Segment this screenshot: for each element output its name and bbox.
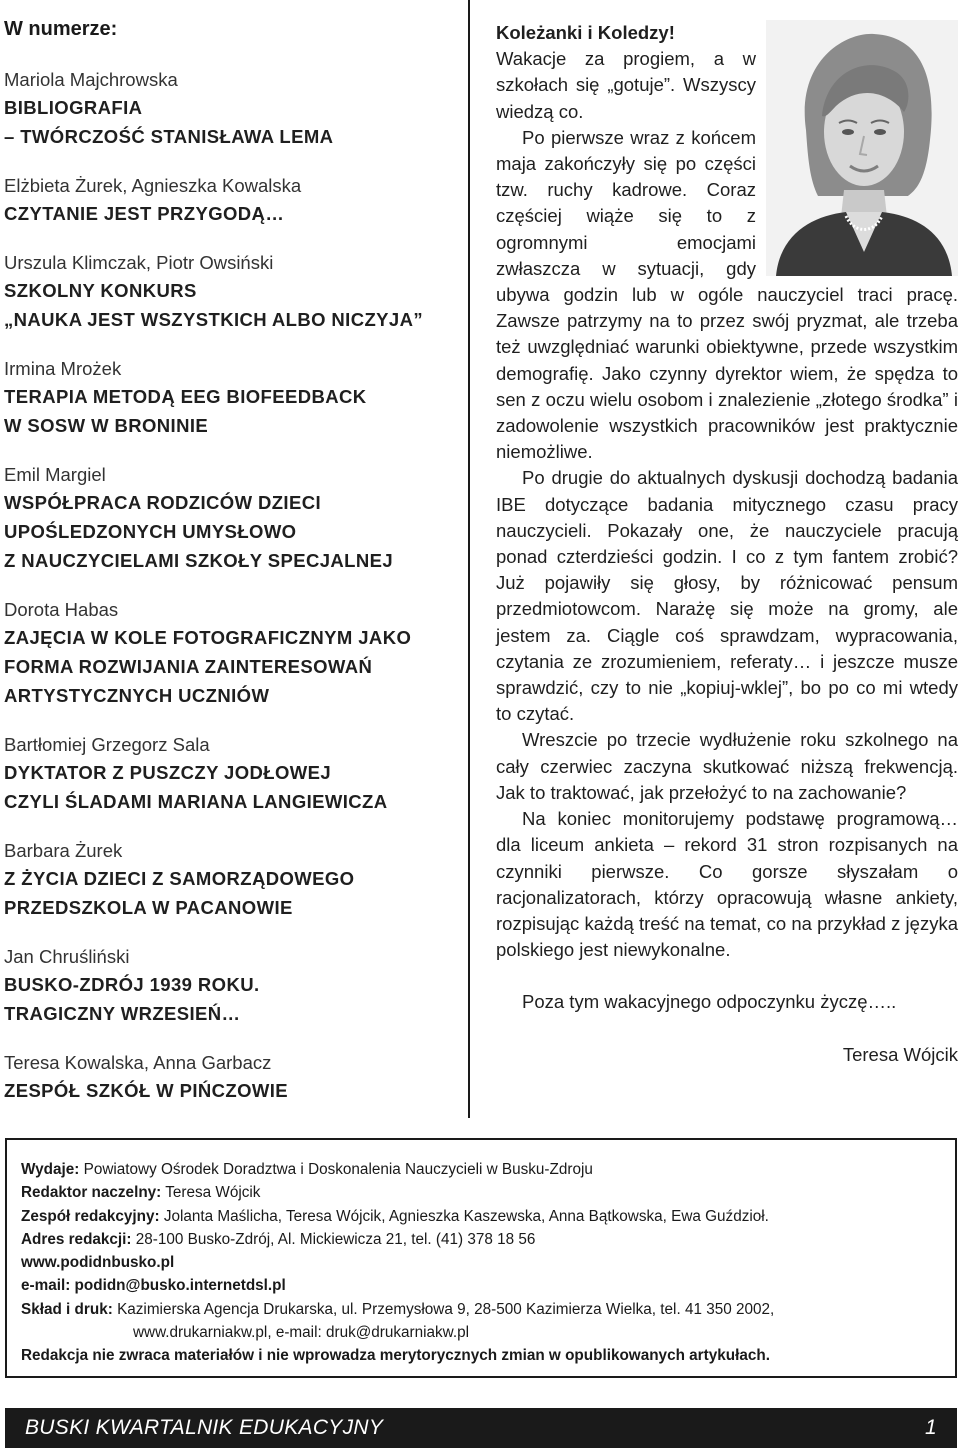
editorial-signature: Teresa Wójcik	[842, 1043, 958, 1065]
imprint-editor	[21, 1181, 955, 1204]
toc-item[interactable]	[4, 597, 468, 710]
toc-author: Emil Margiel	[4, 464, 106, 485]
editorial-paragraph: Na koniec monitorujemy podstawę programową… dla liceum ankieta – rekord 31 stron rozpisanych na czynniki pierwsze. Co gorsze słyszałam o racjonalizatorach, którzy opracowują własne ankiety, rozpisując każdą treść na temat, co na przykład z języka polskiego jest niewykonalne.	[496, 808, 958, 961]
imprint-value: Powiatowy Ośrodek Doradztwa i Doskonalenia Nauczycieli w Busku-Zdroju	[83, 1161, 593, 1178]
toc-item[interactable]	[4, 356, 468, 440]
toc-item[interactable]	[4, 1050, 468, 1105]
toc-item[interactable]	[4, 838, 468, 922]
website-link[interactable]: www.podidnbusko.pl	[21, 1254, 175, 1272]
imprint-box	[5, 1138, 957, 1378]
editorial-paragraph: Po pierwsze wraz z końcem maja zakończyły się po części tzw. ruchy kadrowe. Coraz częściej wiąże się to z ogromnymi emocjami zwłaszcza w sytuacji, gdy ubywa godzin lub w ogóle nauczyciel traci pracę. Zawsze patrzymy na to przez swój pryzmat, ale trzeba też uwzględniać warunki obiektywne, przede wszystkim demografię. Jako czynny dyrektor wiem, że spędza to sen z oczu wielu osobom i znalezienie „złotego środka” i zadowolenie wszystkich pracowników jest praktycznie niemożliwe.	[496, 126, 958, 463]
imprint-disclaimer	[21, 1344, 955, 1367]
editorial-closing: Poza tym wakacyjnego odpoczynku życzę…..	[522, 991, 897, 1013]
imprint-print	[21, 1298, 955, 1321]
toc-title: SZKOLNY KONKURS „NAUKA JEST WSZYSTKICH ALBO NICZYJA”	[4, 280, 424, 330]
imprint-publisher	[21, 1158, 955, 1181]
page-number: 1	[925, 1416, 937, 1439]
editorial-paragraph: Wakacje za progiem, a w szkołach się „gotuje”. Wszyscy wiedzą co.	[496, 48, 756, 122]
toc-author: Irmina Mrożek	[4, 358, 122, 379]
toc-author: Barbara Żurek	[4, 840, 123, 861]
toc-author: Mariola Majchrowska	[4, 69, 178, 90]
toc-heading: W numerze:	[4, 18, 118, 40]
toc-title: BUSKO-ZDRÓJ 1939 ROKU. TRAGICZNY WRZESIEŃ…	[4, 974, 260, 1024]
toc-author: Dorota Habas	[4, 599, 119, 620]
email-link[interactable]: e-mail: podidn@busko.internetdsl.pl	[21, 1277, 286, 1295]
imprint-label: Redaktor naczelny:	[21, 1184, 162, 1202]
portrait-photo	[766, 20, 958, 276]
editorial-greeting: Koleżanki i Koledzy!	[496, 22, 675, 43]
imprint-label: Skład i druk:	[21, 1300, 113, 1318]
toc-author: Teresa Kowalska, Anna Garbacz	[4, 1052, 272, 1073]
editorial-paragraph: Wreszcie po trzecie wydłużenie roku szkolnego na cały czerwiec zaczyna skutkować niższą frekwencją. Jak to traktować, jak przełożyć to na zachowanie?	[496, 729, 958, 803]
journal-title: BUSKI KWARTALNIK EDUKACYJNY	[25, 1416, 384, 1439]
imprint-value: Teresa Wójcik	[165, 1184, 261, 1202]
toc-item[interactable]	[4, 732, 468, 816]
toc-author: Bartłomiej Grzegorz Sala	[4, 734, 210, 755]
imprint-value: Kazimierska Agencja Drukarska, ul. Przemysłowa 9, 28-500 Kazimierza Wielka, tel. 41 350 2002,	[117, 1300, 775, 1318]
toc-item[interactable]	[4, 462, 468, 575]
imprint-label: Wydaje:	[21, 1161, 80, 1178]
toc-item[interactable]	[4, 173, 468, 228]
imprint-website[interactable]	[21, 1251, 955, 1274]
toc-item[interactable]	[4, 250, 468, 334]
disclaimer-text: Redakcja nie zwraca materiałów i nie wprowadza merytorycznych zmian w opublikowanych artykułach.	[21, 1347, 770, 1365]
table-of-contents	[0, 0, 470, 1118]
toc-title: DYKTATOR Z PUSZCZY JODŁOWEJ CZYLI ŚLADAMI MARIANA LANGIEWICZA	[4, 762, 388, 812]
toc-title: Z ŻYCIA DZIECI Z SAMORZĄDOWEGO PRZEDSZKOLA W PACANOWIE	[4, 868, 355, 918]
toc-title: ZAJĘCIA W KOLE FOTOGRAFICZNYM JAKO FORMA ROZWIJANIA ZAINTERESOWAŃ ARTYSTYCZNYCH UCZNIÓW	[4, 627, 412, 706]
toc-author: Elżbieta Żurek, Agnieszka Kowalska	[4, 175, 302, 196]
toc-title: CZYTANIE JEST PRZYGODĄ…	[4, 203, 285, 224]
imprint-label: Adres redakcji:	[21, 1230, 132, 1248]
editorial	[496, 20, 958, 1068]
imprint-label: Zespół redakcyjny:	[21, 1207, 160, 1225]
portrait-image	[766, 20, 958, 276]
footer-bar	[5, 1408, 957, 1448]
imprint-value: 28-100 Busko-Zdrój, Al. Mickiewicza 21, tel. (41) 378 18 56	[135, 1230, 536, 1248]
imprint-print-contact[interactable]: www.drukarniakw.pl, e-mail: druk@drukarniakw.pl	[133, 1324, 470, 1342]
toc-item[interactable]	[4, 944, 468, 1028]
imprint-email[interactable]	[21, 1274, 955, 1297]
toc-item[interactable]	[4, 67, 468, 151]
toc-title: BIBLIOGRAFIA – TWÓRCZOŚĆ STANISŁAWA LEMA	[4, 97, 334, 147]
imprint-address	[21, 1228, 955, 1251]
imprint-value: Jolanta Maślicha, Teresa Wójcik, Agnieszka Kaszewska, Anna Bątkowska, Ewa Guździoł.	[163, 1207, 769, 1225]
toc-title: TERAPIA METODĄ EEG BIOFEEDBACK W SOSW W BRONINIE	[4, 386, 367, 436]
toc-title: WSPÓŁPRACA RODZICÓW DZIECI UPOŚLEDZONYCH UMYSŁOWO Z NAUCZYCIELAMI SZKOŁY SPECJALNEJ	[4, 492, 394, 571]
editorial-paragraph: Po drugie do aktualnych dyskusji dochodzą badania IBE dotyczące badania mitycznego czasu pracy nauczycieli. Pokazały one, że nauczyciele pracują ponad czterdzieści godzin. I co z tym fantem zrobić? Już pojawiły się głosy, by różnicować pensum przedmiotowcom. Narażę się może na gromy, ale jestem za. Ciągle coś sprawdzam, wypracowania, czytania ze zrozumieniem, referaty… i jeszcze musze sprawdzić, czy to nie „kopiuj-wklej”, bo po co mi wtedy to czytać.	[496, 467, 958, 725]
toc-author: Urszula Klimczak, Piotr Owsiński	[4, 252, 274, 273]
imprint-team	[21, 1205, 955, 1228]
toc-title: ZESPÓŁ SZKÓŁ W PIŃCZOWIE	[4, 1080, 289, 1101]
toc-author: Jan Chruśliński	[4, 946, 130, 967]
